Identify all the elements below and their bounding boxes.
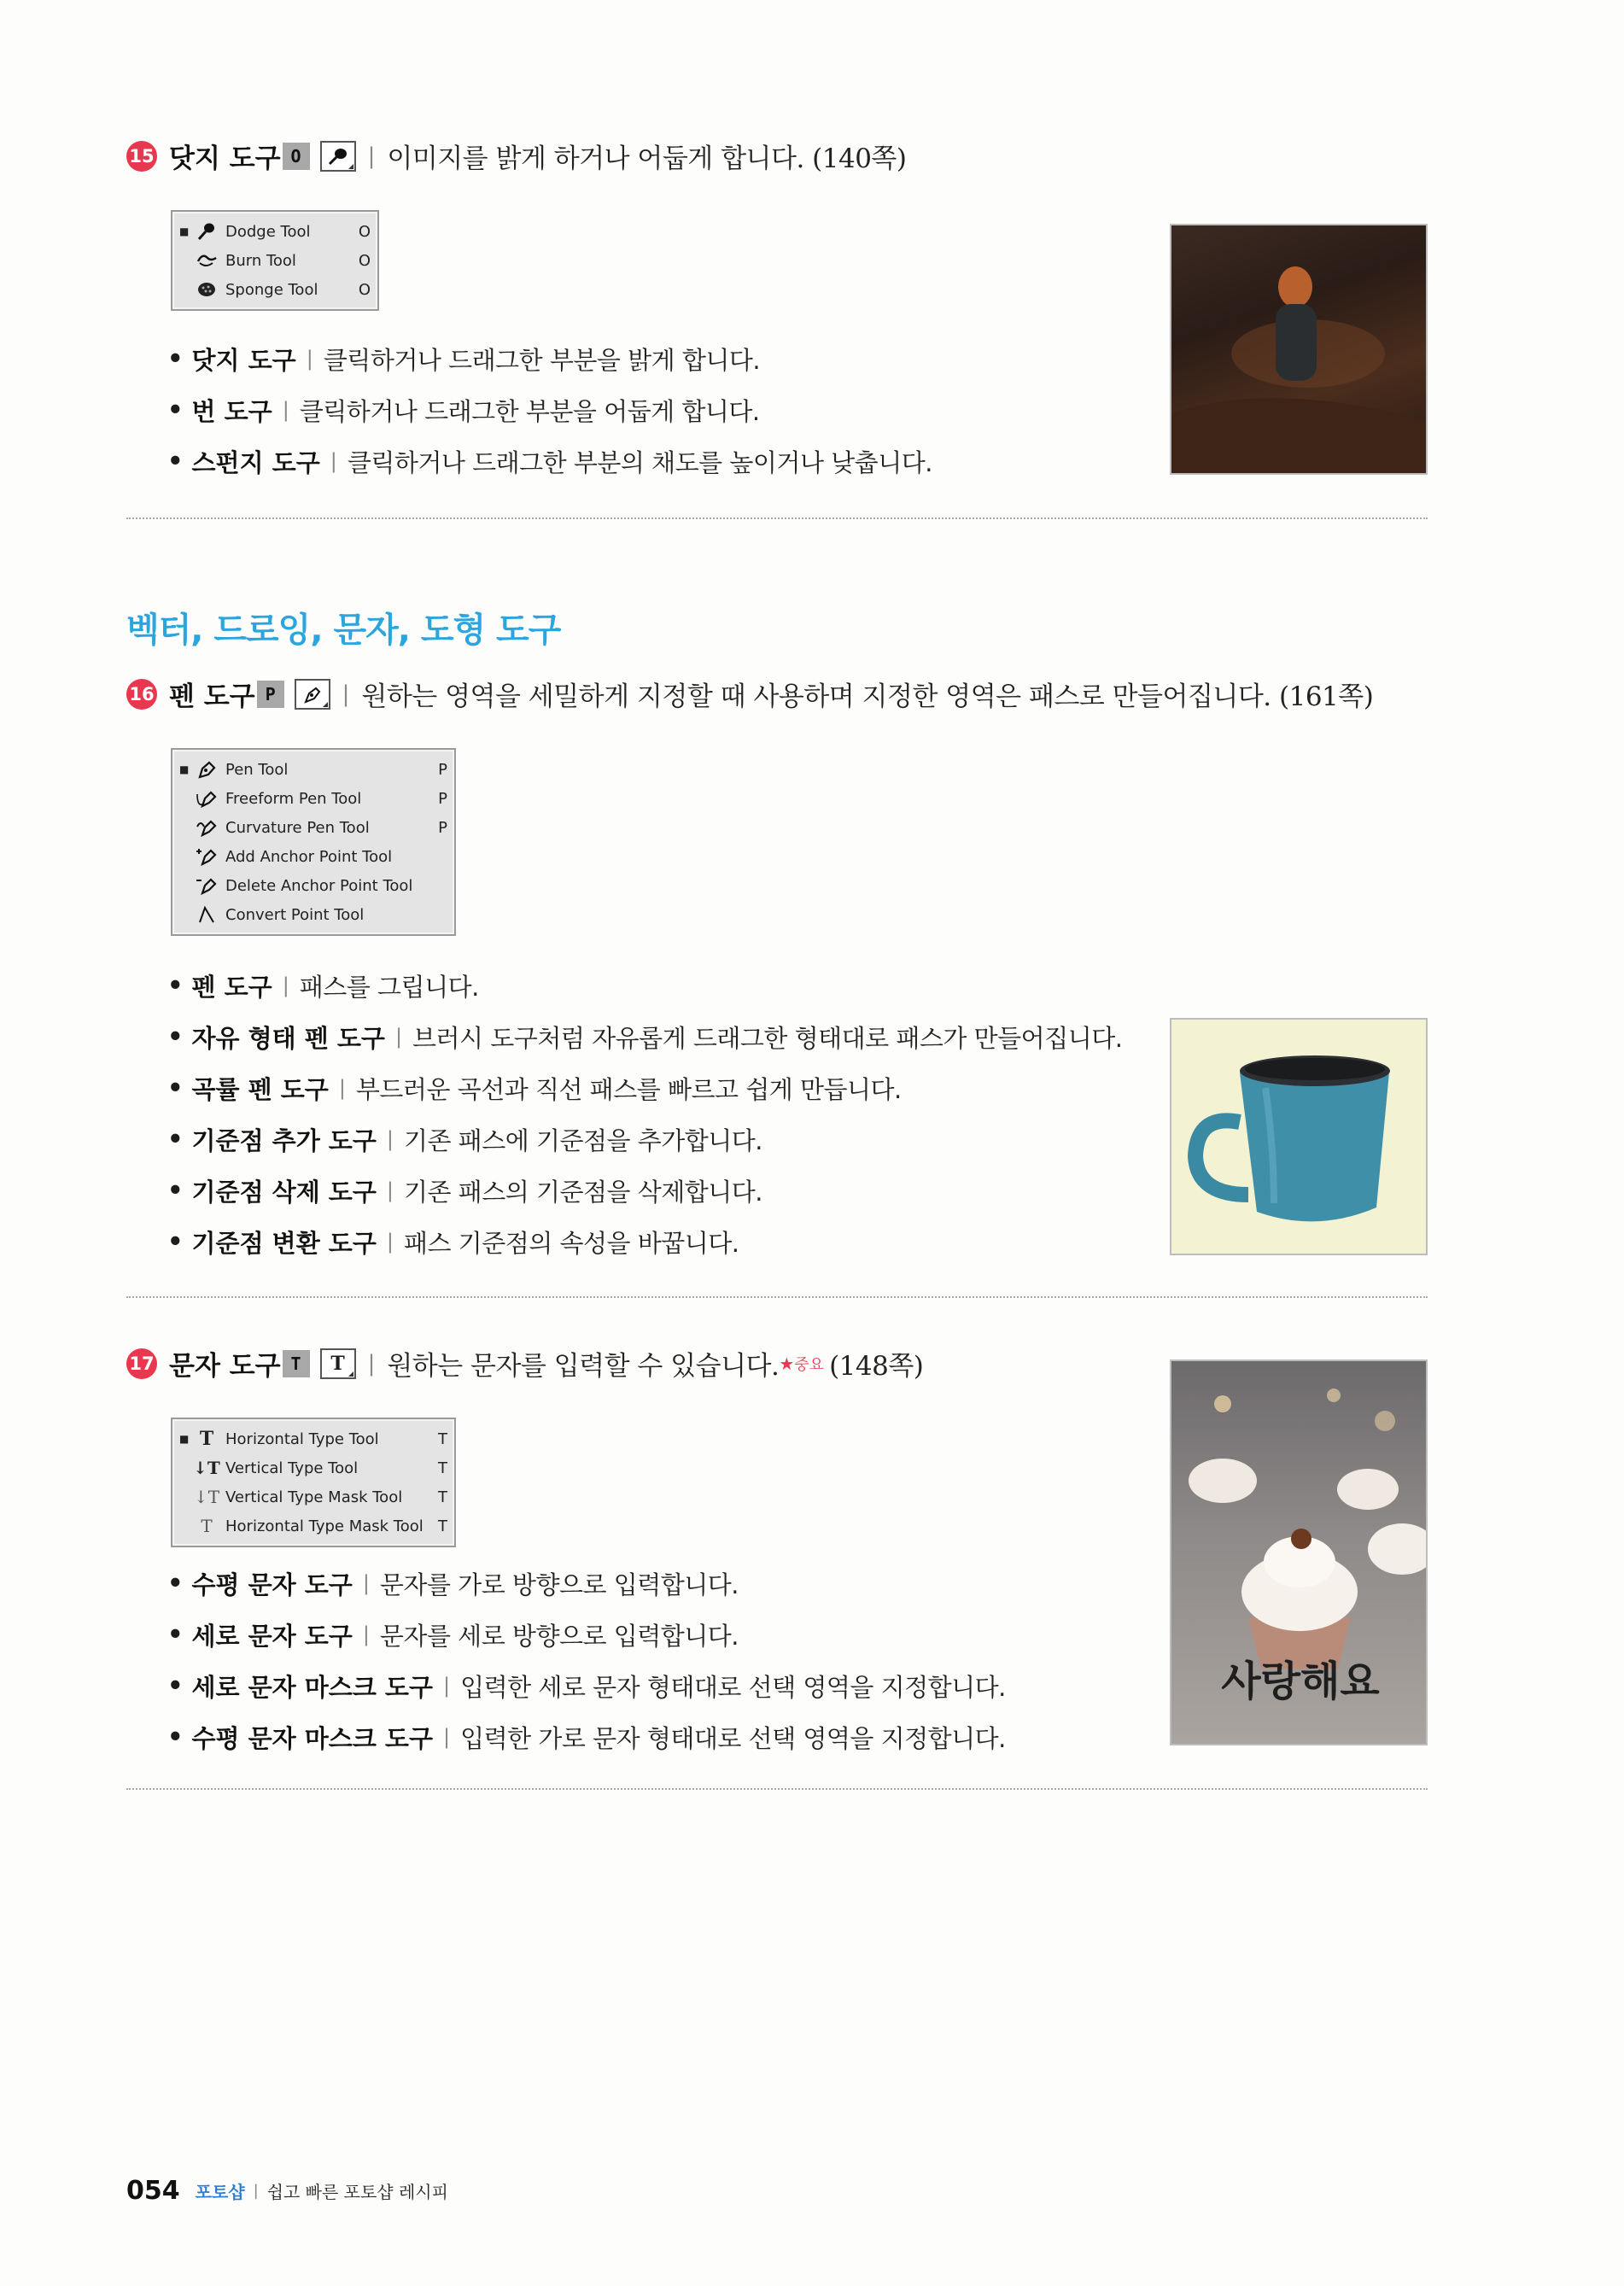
burn-icon <box>191 251 222 270</box>
bullet-description: 기존 패스의 기준점을 삭제합니다. <box>403 1177 763 1207</box>
bullet-term: 세로 문자 마스크 도구 <box>191 1672 433 1702</box>
bullet-dot: • <box>167 1073 184 1102</box>
bullet-description: 문자를 세로 방향으로 입력합니다. <box>379 1621 739 1651</box>
bullet-dot: • <box>167 1227 184 1256</box>
type-icon <box>320 1348 356 1379</box>
list-item <box>167 436 932 487</box>
panel-item[interactable] <box>179 1511 447 1541</box>
type-tool-panel <box>171 1418 456 1547</box>
bullet-description: 기존 패스에 기준점을 추가합니다. <box>403 1125 763 1155</box>
panel-item-label: Vertical Type Tool <box>225 1459 359 1477</box>
bullet-dot: • <box>167 1671 184 1700</box>
list-item <box>167 1011 1122 1062</box>
panel-item-label: Burn Tool <box>225 251 296 270</box>
type-page-ref: (148쪽) <box>829 1351 924 1382</box>
panel-item[interactable] <box>179 842 447 871</box>
dodge-heading <box>126 137 906 175</box>
panel-item-label: Convert Point Tool <box>225 905 365 924</box>
page-number: 054 <box>126 2176 180 2206</box>
panel-item[interactable] <box>179 275 371 304</box>
pen-tool-name: 펜 도구 <box>169 681 255 712</box>
list-item <box>167 1114 1122 1165</box>
pen-shortcut-badge: P <box>257 681 284 708</box>
add-anchor-icon <box>191 847 222 866</box>
bullet-dot: • <box>167 1022 184 1051</box>
panel-item-label: Delete Anchor Point Tool <box>225 876 413 895</box>
panel-item-shortcut: T <box>438 1517 447 1535</box>
pen-tool-panel <box>171 748 456 936</box>
bullet-separator: | <box>386 1178 394 1202</box>
type-shortcut-badge: T <box>283 1350 310 1377</box>
bullet-separator: | <box>394 1025 403 1049</box>
pen-heading <box>126 675 1373 713</box>
list-item <box>167 1216 1122 1267</box>
freeform-pen-icon <box>191 789 222 808</box>
list-item <box>167 333 932 384</box>
type-example-photo <box>1170 1359 1428 1745</box>
pen-separator: | <box>342 681 350 707</box>
dodge-icon <box>191 222 222 241</box>
bullet-term: 수평 문자 마스크 도구 <box>191 1723 433 1753</box>
type-description: 원하는 문자를 입력할 수 있습니다. <box>387 1351 780 1382</box>
panel-item-label: Horizontal Type Mask Tool <box>225 1517 424 1535</box>
panel-item-label: Dodge Tool <box>225 222 311 241</box>
bullet-description: 문자를 가로 방향으로 입력합니다. <box>379 1570 739 1599</box>
bullet-dot: • <box>167 1722 184 1751</box>
active-indicator: ■ <box>179 1433 190 1445</box>
divider <box>126 1788 1428 1790</box>
active-indicator: ■ <box>179 763 190 775</box>
footer-book-title: 쉽고 빠른 포토샵 레시피 <box>266 2182 448 2202</box>
panel-item[interactable] <box>179 1482 447 1511</box>
important-star-icon: ★ <box>779 1353 795 1374</box>
pen-icon <box>191 760 222 779</box>
type-separator: | <box>367 1350 376 1377</box>
bullet-description: 입력한 가로 문자 형태대로 선택 영역을 지정합니다. <box>460 1723 1006 1753</box>
type-icon-glyph: T <box>330 1352 345 1375</box>
bullet-description: 클릭하거나 드래그한 부분의 채도를 높이거나 낮춥니다. <box>347 447 932 477</box>
page-footer <box>126 2176 448 2206</box>
important-label: 중요 <box>794 1355 825 1374</box>
type-bullet-list <box>167 1558 1006 1763</box>
dodge-example-photo <box>1170 224 1428 475</box>
type-heading <box>126 1344 923 1383</box>
bullet-term: 자유 형태 펜 도구 <box>191 1023 385 1053</box>
horizontal-type-mask-icon: T <box>201 1516 213 1536</box>
bullet-separator: | <box>282 973 289 997</box>
bullet-separator: | <box>386 1127 394 1151</box>
bullet-separator: | <box>330 449 337 473</box>
list-item <box>167 1062 1122 1114</box>
bullet-description: 부드러운 곡선과 직선 패스를 빠르고 쉽게 만듭니다. <box>355 1074 902 1104</box>
dodge-bullet-list <box>167 333 932 487</box>
panel-item-shortcut: P <box>438 789 447 808</box>
bullet-term: 번 도구 <box>191 396 272 426</box>
bullet-description: 클릭하거나 드래그한 부분을 어둡게 합니다. <box>299 396 760 426</box>
type-tool-name: 문자 도구 <box>169 1351 281 1382</box>
panel-item[interactable] <box>179 217 371 246</box>
curvature-pen-icon <box>191 818 222 837</box>
divider <box>126 517 1428 519</box>
vertical-type-mask-icon: ↓T <box>193 1487 220 1507</box>
bullet-dot: • <box>167 1176 184 1205</box>
photo-caption: 사랑해요 <box>1221 1657 1380 1705</box>
panel-item-label: Vertical Type Mask Tool <box>225 1488 403 1506</box>
panel-item-label: Add Anchor Point Tool <box>225 847 393 866</box>
sponge-icon <box>191 280 222 299</box>
panel-item-shortcut: T <box>438 1459 447 1477</box>
bullet-separator: | <box>338 1076 346 1100</box>
bullet-dot: • <box>167 1620 184 1649</box>
list-item <box>167 1711 1006 1763</box>
bullet-separator: | <box>442 1725 451 1749</box>
pen-bullet-list <box>167 960 1122 1267</box>
list-item <box>167 384 932 436</box>
list-item <box>167 1660 1006 1711</box>
pen-icon <box>295 679 330 710</box>
bullet-term: 기준점 추가 도구 <box>191 1125 377 1155</box>
dodge-separator: | <box>367 143 376 169</box>
panel-item-shortcut: O <box>358 280 371 299</box>
footer-series: 포토샵 <box>195 2182 245 2202</box>
footer-separator: | <box>253 2182 259 2200</box>
pen-example-photo <box>1170 1018 1428 1255</box>
bullet-description: 브러시 도구처럼 자유롭게 드래그한 형태대로 패스가 만들어집니다. <box>412 1023 1123 1053</box>
panel-item-shortcut: P <box>438 818 447 837</box>
panel-item[interactable] <box>179 900 447 929</box>
panel-item-label: Pen Tool <box>225 760 289 779</box>
bullet-dot: • <box>167 395 184 424</box>
panel-item-label: Freeform Pen Tool <box>225 789 362 808</box>
bullet-description: 입력한 세로 문자 형태대로 선택 영역을 지정합니다. <box>460 1672 1006 1702</box>
dodge-icon <box>320 141 356 172</box>
panel-item[interactable] <box>179 784 447 813</box>
panel-item[interactable] <box>179 755 447 784</box>
dodge-number-circle: 15 <box>126 141 157 172</box>
list-item <box>167 960 1122 1011</box>
bullet-description: 패스 기준점의 속성을 바꿉니다. <box>403 1228 739 1258</box>
pen-description: 원하는 영역을 세밀하게 지정할 때 사용하며 지정한 영역은 패스로 만들어집니다. (161쪽) <box>361 681 1374 712</box>
pen-number-circle: 16 <box>126 679 157 710</box>
panel-item-shortcut: P <box>438 760 447 779</box>
bullet-term: 펜 도구 <box>191 972 272 1002</box>
bullet-dot: • <box>167 1125 184 1154</box>
panel-item-shortcut: T <box>438 1429 447 1448</box>
panel-item-shortcut: O <box>358 222 371 241</box>
bullet-term: 스펀지 도구 <box>191 447 320 477</box>
bullet-dot: • <box>167 344 184 373</box>
bullet-separator: | <box>362 1571 370 1595</box>
list-item <box>167 1558 1006 1609</box>
type-number-circle: 17 <box>126 1348 157 1379</box>
dodge-tool-panel <box>171 210 379 311</box>
panel-item-label: Curvature Pen Tool <box>225 818 370 837</box>
bullet-term: 세로 문자 도구 <box>191 1621 353 1651</box>
panel-item-label: Sponge Tool <box>225 280 318 299</box>
panel-item[interactable] <box>179 871 447 900</box>
delete-anchor-icon <box>191 876 222 895</box>
dodge-description: 이미지를 밝게 하거나 어둡게 합니다. (140쪽) <box>387 143 907 174</box>
divider <box>126 1296 1428 1298</box>
horizontal-type-icon: T <box>199 1428 214 1450</box>
bullet-term: 수평 문자 도구 <box>191 1570 353 1599</box>
bullet-separator: | <box>282 398 289 422</box>
list-item <box>167 1609 1006 1660</box>
bullet-separator: | <box>386 1230 394 1254</box>
bullet-dot: • <box>167 447 184 476</box>
bullet-term: 닷지 도구 <box>191 345 296 375</box>
bullet-separator: | <box>442 1674 451 1698</box>
panel-item[interactable] <box>179 1453 447 1482</box>
bullet-dot: • <box>167 1569 184 1598</box>
bullet-term: 기준점 변환 도구 <box>191 1228 377 1258</box>
panel-item[interactable] <box>179 246 371 275</box>
panel-item-shortcut: O <box>358 251 371 270</box>
vertical-type-icon: ↓T <box>193 1458 220 1478</box>
list-item <box>167 1165 1122 1216</box>
panel-item[interactable] <box>179 813 447 842</box>
bullet-description: 패스를 그립니다. <box>299 972 479 1002</box>
active-indicator: ■ <box>179 225 190 237</box>
bullet-term: 곡률 펜 도구 <box>191 1074 329 1104</box>
section-title: 벡터, 드로잉, 문자, 도형 도구 <box>126 611 561 650</box>
dodge-shortcut-badge: O <box>283 143 310 170</box>
bullet-separator: | <box>362 1622 370 1646</box>
panel-item-label: Horizontal Type Tool <box>225 1429 379 1448</box>
convert-point-icon <box>191 905 222 924</box>
bullet-dot: • <box>167 971 184 1000</box>
bullet-description: 클릭하거나 드래그한 부분을 밝게 합니다. <box>323 345 761 375</box>
bullet-term: 기준점 삭제 도구 <box>191 1177 377 1207</box>
dodge-tool-name: 닷지 도구 <box>169 143 281 174</box>
panel-item-shortcut: T <box>438 1488 447 1506</box>
panel-item[interactable] <box>179 1424 447 1453</box>
bullet-separator: | <box>306 347 313 371</box>
